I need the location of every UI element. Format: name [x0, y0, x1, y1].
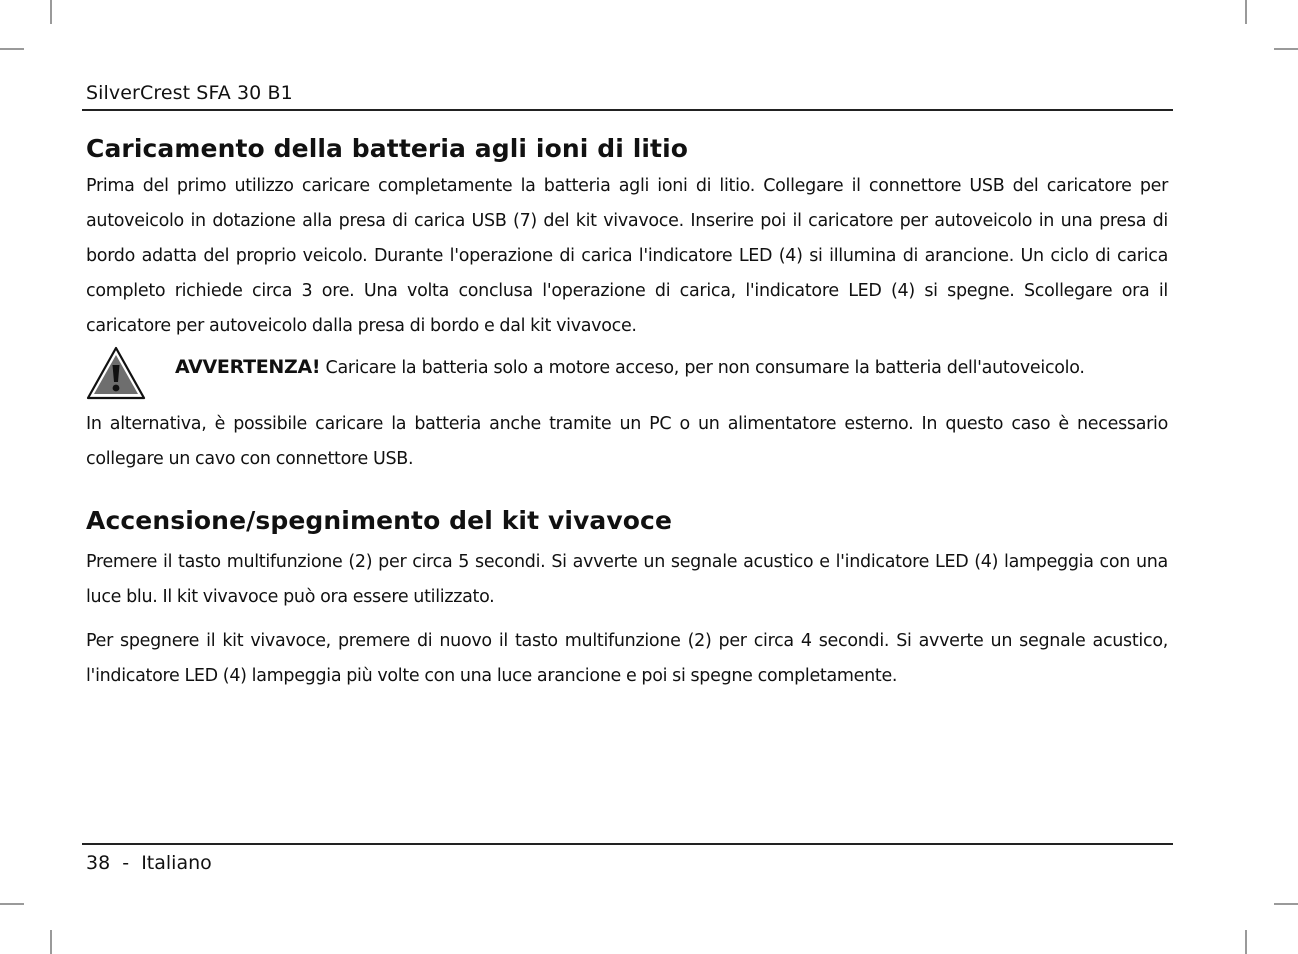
crop-mark-top-right: [1245, 0, 1247, 24]
crop-mark-bottom-left: [50, 930, 52, 954]
footer-rule: [82, 843, 1173, 845]
charging-paragraph: Prima del primo utilizzo caricare completamente la batteria agli ioni di litio. Collegare il connettore USB del caricatore per autoveicolo in dotazione alla presa di carica USB (7) del kit vivavoce. Inserire poi il caricatore per autoveicolo in una presa di bordo adatta del proprio veicolo. Durante l'operazione di carica l'indicatore LED (4) si illumina di arancione. Un ciclo di carica completo richiede circa 3 ore. Una volta conclusa l'operazione di carica, l'indicatore LED (4) si spegne. Scollegare ora il caricatore per autoveicolo dalla presa di bordo e dal kit vivavoce.: [86, 176, 1168, 336]
warning-note: [86, 346, 1168, 402]
alternative-charging-paragraph: In alternativa, è possibile caricare la batteria anche tramite un PC o un alimentatore esterno. In questo caso è necessario collegare un cavo con connettore USB.: [86, 414, 1168, 469]
header-rule: [82, 109, 1173, 111]
warning-message: Caricare la batteria solo a motore acceso, per non consumare la batteria dell'autoveicolo.: [320, 358, 1085, 378]
crop-mark-bottom-right-h: [1274, 903, 1298, 905]
warning-label: AVVERTENZA!: [175, 356, 321, 378]
warning-text: [175, 356, 1085, 378]
page-footer: 38 - Italiano: [86, 852, 212, 874]
crop-mark-top-left-h: [0, 48, 24, 50]
section-title-charging: Caricamento della batteria agli ioni di litio: [86, 134, 689, 163]
crop-mark-top-right-h: [1274, 48, 1298, 50]
crop-mark-bottom-left-h: [0, 903, 24, 905]
power-on-paragraph: Premere il tasto multifunzione (2) per circa 5 secondi. Si avverte un segnale acustico e l'indicatore LED (4) lampeggia con una luce blu. Il kit vivavoce può ora essere utilizzato.: [86, 552, 1168, 607]
warning-triangle-icon: [86, 346, 146, 400]
page-header: SilverCrest SFA 30 B1: [86, 82, 293, 104]
crop-mark-bottom-right: [1245, 930, 1247, 954]
section-title-power: Accensione/spegnimento del kit vivavoce: [86, 506, 673, 535]
crop-mark-top-left: [50, 0, 52, 24]
power-off-paragraph: Per spegnere il kit vivavoce, premere di nuovo il tasto multifunzione (2) per circa 4 secondi. Si avverte un segnale acustico, l'indicatore LED (4) lampeggia più volte con una luce arancione e poi si spegne completamente.: [86, 631, 1168, 686]
